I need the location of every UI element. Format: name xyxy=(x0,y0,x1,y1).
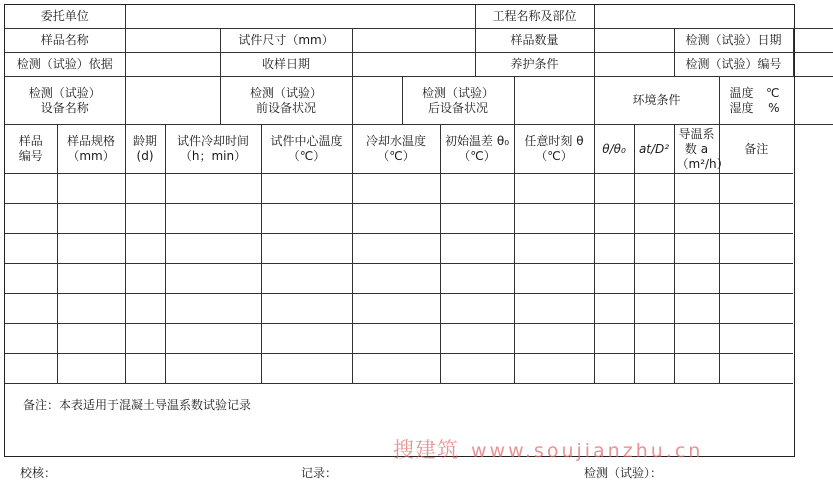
data-cell[interactable] xyxy=(165,354,261,384)
value-equipment-name[interactable] xyxy=(125,77,220,125)
test-record-form xyxy=(4,4,795,457)
label-post-status: 检测（试验） 后设备状况 xyxy=(402,77,514,125)
data-cell[interactable] xyxy=(57,294,125,324)
humidity-unit: % xyxy=(768,100,780,115)
data-cell[interactable] xyxy=(352,204,440,234)
data-cell[interactable] xyxy=(352,294,440,324)
label-specimen-size: 试件尺寸（mm） xyxy=(220,29,352,53)
value-project[interactable] xyxy=(594,5,833,29)
signature-footer xyxy=(0,462,800,484)
data-cell[interactable] xyxy=(594,234,634,264)
col-initial-diff: 初始温差 θ₀ （℃） xyxy=(440,125,514,174)
data-cell[interactable] xyxy=(125,174,165,204)
data-cell[interactable] xyxy=(261,324,352,354)
data-cell[interactable] xyxy=(719,204,793,234)
value-receive-date[interactable] xyxy=(352,53,475,77)
data-cell[interactable] xyxy=(514,174,594,204)
data-cell[interactable] xyxy=(594,354,634,384)
data-cell[interactable] xyxy=(440,294,514,324)
data-cell[interactable] xyxy=(57,234,125,264)
data-cell[interactable] xyxy=(594,294,634,324)
data-cell[interactable] xyxy=(674,234,719,264)
label-receive-date: 收样日期 xyxy=(220,53,352,77)
col-water-temp: 冷却水温度 （℃） xyxy=(352,125,440,174)
label-project: 工程名称及部位 xyxy=(475,5,594,29)
table-row xyxy=(5,324,833,354)
data-cell[interactable] xyxy=(125,204,165,234)
data-cell[interactable] xyxy=(261,204,352,234)
value-specimen-size[interactable] xyxy=(352,29,475,53)
label-basis: 检测（试验）依据 xyxy=(5,53,125,77)
data-rows xyxy=(5,174,833,384)
data-cell[interactable] xyxy=(261,234,352,264)
note-text: 备注：本表适用于混凝土导温系数试验记录 xyxy=(23,398,252,412)
value-post-status[interactable] xyxy=(514,77,594,125)
data-cell[interactable] xyxy=(594,264,634,294)
data-cell[interactable] xyxy=(261,354,352,384)
data-cell[interactable] xyxy=(125,234,165,264)
data-cell[interactable] xyxy=(440,324,514,354)
data-cell[interactable] xyxy=(440,264,514,294)
data-cell[interactable] xyxy=(165,324,261,354)
data-cell[interactable] xyxy=(165,264,261,294)
tester-label: 检测（试验）： xyxy=(584,466,663,480)
data-cell[interactable] xyxy=(57,264,125,294)
value-test-no[interactable] xyxy=(793,53,833,77)
data-cell[interactable] xyxy=(594,204,634,234)
data-cell[interactable] xyxy=(440,234,514,264)
col-cooling-time: 试件冷却时间 （h；min） xyxy=(165,125,261,174)
table-row xyxy=(5,354,833,384)
value-sample-qty[interactable] xyxy=(594,29,674,53)
data-cell[interactable] xyxy=(634,324,674,354)
label-test-no: 检测（试验）编号 xyxy=(674,53,793,77)
data-cell[interactable] xyxy=(352,354,440,384)
data-cell[interactable] xyxy=(674,174,719,204)
record-label: 记录： xyxy=(301,466,338,480)
data-cell[interactable] xyxy=(5,234,57,264)
data-cell[interactable] xyxy=(57,324,125,354)
data-cell[interactable] xyxy=(674,294,719,324)
data-cell[interactable] xyxy=(594,324,634,354)
data-cell[interactable] xyxy=(125,324,165,354)
data-cell[interactable] xyxy=(634,204,674,234)
value-curing[interactable] xyxy=(594,53,674,77)
label-equipment-name: 检测（试验） 设备名称 xyxy=(5,77,125,125)
env-values[interactable] xyxy=(719,77,833,125)
temp-unit: ℃ xyxy=(766,85,780,100)
data-cell[interactable] xyxy=(125,294,165,324)
data-cell[interactable] xyxy=(674,204,719,234)
data-cell[interactable] xyxy=(440,354,514,384)
label-test-date: 检测（试验）日期 xyxy=(674,29,793,53)
col-sample-no: 样品 编号 xyxy=(5,125,57,174)
data-cell[interactable] xyxy=(514,234,594,264)
data-cell[interactable] xyxy=(352,324,440,354)
value-basis[interactable] xyxy=(125,53,220,77)
data-cell[interactable] xyxy=(165,204,261,234)
col-at-d2: at/D² xyxy=(634,125,674,174)
value-sample-name[interactable] xyxy=(125,29,220,53)
data-cell[interactable] xyxy=(634,234,674,264)
data-cell[interactable] xyxy=(719,354,793,384)
data-cell[interactable] xyxy=(261,174,352,204)
data-cell[interactable] xyxy=(352,234,440,264)
data-cell[interactable] xyxy=(674,354,719,384)
data-cell[interactable] xyxy=(719,234,793,264)
data-cell[interactable] xyxy=(514,324,594,354)
data-cell[interactable] xyxy=(125,354,165,384)
data-cell[interactable] xyxy=(5,324,57,354)
data-cell[interactable] xyxy=(5,204,57,234)
humidity-label: 湿度 xyxy=(729,100,754,115)
check-label: 校核： xyxy=(20,466,57,480)
data-cell[interactable] xyxy=(674,264,719,294)
data-cell[interactable] xyxy=(5,174,57,204)
watermark-url: www.soujianzhu.cn xyxy=(471,440,704,462)
data-cell[interactable] xyxy=(57,354,125,384)
label-sample-qty: 样品数量 xyxy=(475,29,594,53)
data-cell[interactable] xyxy=(719,324,793,354)
data-cell[interactable] xyxy=(634,294,674,324)
label-curing: 养护条件 xyxy=(475,53,594,77)
data-cell[interactable] xyxy=(5,294,57,324)
table-row xyxy=(5,204,833,234)
table-row xyxy=(5,234,833,264)
value-client[interactable] xyxy=(125,5,475,29)
data-cell[interactable] xyxy=(719,294,793,324)
label-client: 委托单位 xyxy=(5,5,125,29)
col-remarks: 备注 xyxy=(719,125,793,174)
watermark xyxy=(393,434,703,464)
data-cell[interactable] xyxy=(719,264,793,294)
table-row xyxy=(5,174,833,204)
data-cell[interactable] xyxy=(440,204,514,234)
data-cell[interactable] xyxy=(57,174,125,204)
data-cell[interactable] xyxy=(514,354,594,384)
value-test-date[interactable] xyxy=(793,29,833,53)
label-pre-status: 检测（试验） 前设备状况 xyxy=(220,77,352,125)
data-cell[interactable] xyxy=(352,264,440,294)
data-cell[interactable] xyxy=(594,174,634,204)
data-cell[interactable] xyxy=(57,204,125,234)
label-env: 环境条件 xyxy=(594,77,719,125)
data-cell[interactable] xyxy=(634,174,674,204)
data-cell[interactable] xyxy=(261,264,352,294)
col-sample-spec: 样品规格 （mm） xyxy=(57,125,125,174)
data-cell[interactable] xyxy=(514,264,594,294)
table-row xyxy=(5,264,833,294)
data-cell[interactable] xyxy=(634,354,674,384)
data-cell[interactable] xyxy=(165,234,261,264)
label-sample-name: 样品名称 xyxy=(5,29,125,53)
data-cell[interactable] xyxy=(5,354,57,384)
data-cell[interactable] xyxy=(5,264,57,294)
col-diffusivity: 导温系数 a （m²/h） xyxy=(674,125,719,174)
data-cell[interactable] xyxy=(165,294,261,324)
data-cell[interactable] xyxy=(125,264,165,294)
col-age: 龄期 (d) xyxy=(125,125,165,174)
data-cell[interactable] xyxy=(514,204,594,234)
data-cell[interactable] xyxy=(261,294,352,324)
temp-label: 温度 xyxy=(729,85,754,100)
data-cell[interactable] xyxy=(634,264,674,294)
data-cell[interactable] xyxy=(440,174,514,204)
col-any-time: 任意时刻 θ （℃） xyxy=(514,125,594,174)
data-cell[interactable] xyxy=(165,174,261,204)
data-cell[interactable] xyxy=(674,324,719,354)
record-table xyxy=(5,5,833,427)
col-center-temp: 试件中心温度 （℃） xyxy=(261,125,352,174)
data-cell[interactable] xyxy=(719,174,793,204)
data-cell[interactable] xyxy=(514,294,594,324)
table-row xyxy=(5,294,833,324)
value-pre-status[interactable] xyxy=(352,77,402,125)
col-theta-ratio: θ/θ₀ xyxy=(594,125,634,174)
data-cell[interactable] xyxy=(352,174,440,204)
watermark-cn: 搜建筑 xyxy=(393,438,459,462)
